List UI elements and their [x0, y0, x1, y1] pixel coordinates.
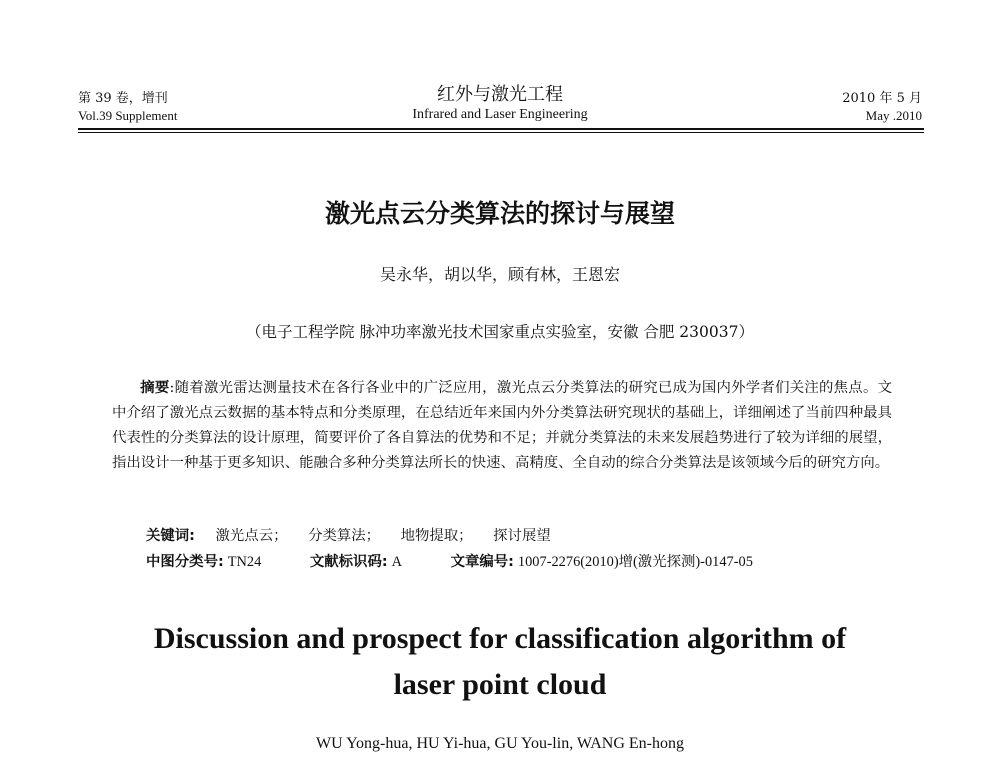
clc-value: TN24 [227, 554, 262, 570]
volume-en: Vol.39 Supplement [78, 108, 178, 123]
volume-cn: 第 39 卷，增刊 [78, 91, 168, 106]
paper-title-en-line1: Discussion and prospect for classification algorithm of [153, 622, 847, 655]
authors-en: WU Yong-hua, HU Yi-hua, GU You-lin, WANG En-hong [316, 735, 684, 752]
keyword-item: 探讨展望 [493, 528, 551, 544]
journal-name-en: Infrared and Laser Engineering [412, 107, 588, 122]
keyword-item: 地物提取； [400, 528, 473, 544]
date-en: May .2010 [865, 108, 922, 123]
paper-title-cn: 激光点云分类算法的探讨与展望 [324, 199, 675, 228]
keywords-label: 关键词: [146, 528, 195, 544]
abstract-text: :随着激光雷达测量技术在各行各业中的广泛应用，激光点云分类算法的研究已成为国内外学者们关注的焦点。文中介绍了激光点云数据的基本特点和分类原理，在总结近年来国内外分类算法研究现状的基础上，详细阐述了当前四种最具代表性的分类算法的设计原理，简要评价了各自算法的优势和不足；并就分类算法的未来发展趋势进行了较为详细的展望，指出设计一种基于更多知识、能融合多种分类算法所长的快速、高精度、全自动的综合分类算法是该领域今后的研究方向。 [112, 380, 892, 471]
paper-title-en-line2: laser point cloud [393, 668, 607, 701]
doc-code-value: A [391, 554, 402, 570]
keyword-item: 分类算法； [308, 528, 381, 544]
abstract-label: 摘要 [140, 380, 170, 396]
abstract-cn [112, 376, 892, 476]
paper-title-en [0, 616, 1000, 708]
keyword-item: 激光点云； [215, 528, 288, 544]
article-number-label: 文章编号: [450, 554, 514, 570]
journal-name-cn: 红外与激光工程 [437, 84, 563, 105]
authors-cn: 吴永华，胡以华，顾有林，王恩宏 [379, 265, 620, 284]
journal-date-info [842, 90, 922, 124]
keywords-line [146, 524, 551, 545]
clc-label: 中图分类号: [146, 554, 224, 570]
header-rule-thick [78, 128, 924, 130]
doc-code-label: 文献标识码: [309, 554, 388, 570]
classification-line [146, 550, 753, 571]
header-rule-thin [78, 132, 924, 133]
date-cn: 2010 年 5 月 [842, 91, 922, 106]
affiliation-cn: （电子工程学院 脉冲功率激光技术国家重点实验室，安徽 合肥 230037） [246, 323, 754, 341]
article-number-value: 1007-2276(2010)增(激光探测)-0147-05 [517, 554, 753, 570]
